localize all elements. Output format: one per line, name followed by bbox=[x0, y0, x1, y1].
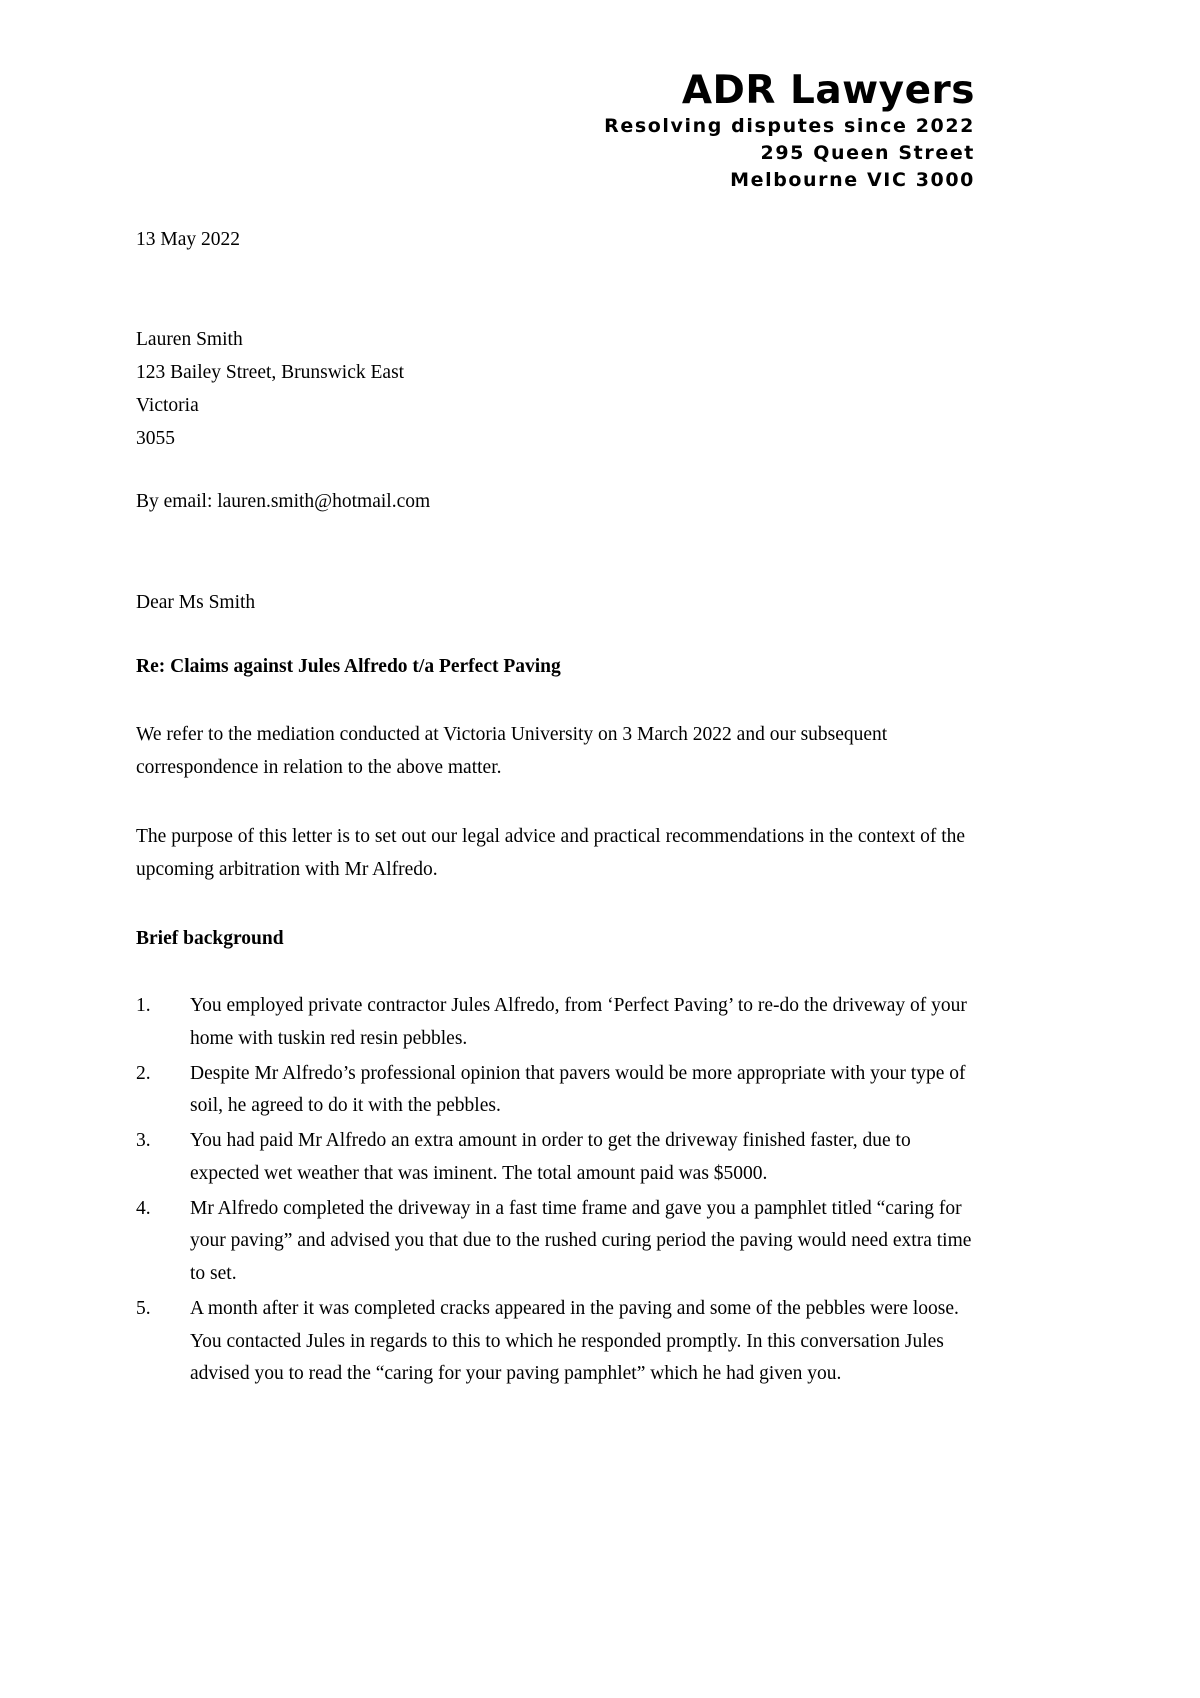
list-item-text: Mr Alfredo completed the driveway in a fast time frame and gave you a pamphlet titled “caring for your paving” and advised you that due to the rushed curing period the paving would need extra time to set. bbox=[190, 1197, 972, 1285]
list-item-number: 1. bbox=[136, 995, 151, 1017]
letterhead bbox=[136, 70, 975, 194]
letterhead-tagline: Resolving disputes since 2022 bbox=[604, 114, 975, 137]
list-item-number: 4. bbox=[136, 1197, 151, 1219]
firm-name: ADR Lawyers bbox=[681, 68, 975, 113]
recipient-postcode: 3055 bbox=[136, 427, 175, 449]
background-list bbox=[136, 990, 975, 1391]
paragraph-mediation-reference: We refer to the mediation conducted at Victoria University on 3 March 2022 and our subsequent correspondence in relation to the above matter. bbox=[136, 724, 888, 779]
list-item-number: 2. bbox=[136, 1062, 151, 1084]
list-item-number: 5. bbox=[136, 1297, 151, 1319]
list-item-text: You had paid Mr Alfredo an extra amount in order to get the driveway finished faster, due to expected wet weather that was iminent. The total amount paid was $5000. bbox=[190, 1130, 911, 1184]
list-item bbox=[136, 1058, 975, 1124]
letterhead-street: 295 Queen Street bbox=[760, 141, 975, 164]
recipient-state: Victoria bbox=[136, 394, 199, 416]
list-item-text: Despite Mr Alfredo’s professional opinion that pavers would be more appropriate with your type of soil, he agreed to do it with the pebbles. bbox=[190, 1062, 966, 1117]
subject-line: Re: Claims against Jules Alfredo t/a Perfect Paving bbox=[136, 655, 561, 677]
letterhead-city: Melbourne VIC 3000 bbox=[730, 168, 975, 191]
list-item bbox=[136, 1193, 975, 1291]
list-item bbox=[136, 990, 975, 1056]
recipient-block bbox=[136, 323, 975, 456]
delivery-method: By email: lauren.smith@hotmail.com bbox=[136, 491, 431, 513]
list-item-text: You employed private contractor Jules Alfredo, from ‘Perfect Paving’ to re-do the driveway of your home with tuskin red resin pebbles. bbox=[190, 995, 967, 1049]
recipient-name: Lauren Smith bbox=[136, 328, 243, 350]
paragraph-purpose: The purpose of this letter is to set out our legal advice and practical recommendations in the context of the upcoming arbitration with Mr Alfredo. bbox=[136, 825, 966, 880]
list-item-text: A month after it was completed cracks appeared in the paving and some of the pebbles were loose. You contacted Jules in regards to this to which he responded promptly. In this conversation Jules advised you to read the “caring for your paving pamphlet” which he had given you. bbox=[190, 1297, 959, 1385]
salutation: Dear Ms Smith bbox=[136, 591, 256, 613]
list-item bbox=[136, 1293, 975, 1391]
list-item bbox=[136, 1125, 975, 1191]
section-heading-brief-background: Brief background bbox=[136, 928, 284, 950]
list-item-number: 3. bbox=[136, 1130, 151, 1152]
letter-date: 13 May 2022 bbox=[136, 228, 240, 250]
recipient-street: 123 Bailey Street, Brunswick East bbox=[136, 361, 405, 383]
